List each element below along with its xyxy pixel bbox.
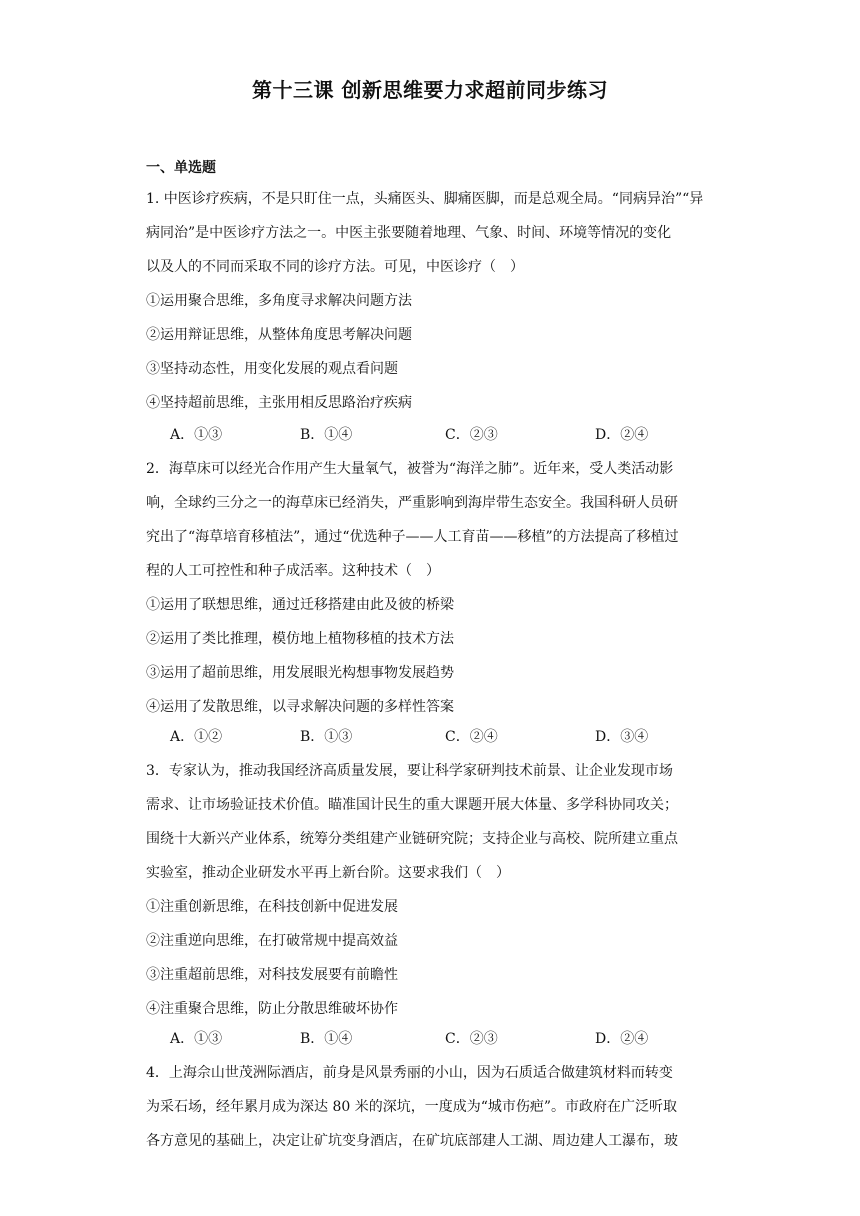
section-heading: 一、单选题	[146, 160, 216, 176]
answer-choices-2	[170, 720, 690, 754]
answer-choices-1	[170, 418, 690, 452]
choice-b: B．①④	[300, 1031, 353, 1047]
choice-d: D．③④	[595, 729, 649, 745]
choice-c: C．②④	[445, 729, 498, 745]
choice-c: C．②③	[445, 427, 498, 443]
question-4	[146, 1056, 716, 1158]
question-1	[146, 182, 716, 420]
statement-option: ②运用辩证思维，从整体角度思考解决问题	[146, 327, 412, 343]
statement-option: ①注重创新思维，在科技创新中促进发展	[146, 899, 398, 915]
question-3	[146, 754, 716, 1026]
question-2	[146, 452, 716, 724]
question-stem-line: 究出了“海草培育移植法”，通过“优选种子——人工育苗——移植”的方法提高了移植过	[146, 529, 679, 545]
question-stem-line: 为采石场，经年累月成为深达 80 米的深坑，一度成为“城市伤疤”。市政府在广泛听取	[146, 1099, 678, 1115]
question-stem-line: 病同治”是中医诊疗方法之一。中医主张要随着地理、气象、时间、环境等情况的变化	[146, 225, 672, 241]
statement-option: ④注重聚合思维，防止分散思维破坏协作	[146, 1001, 398, 1017]
page-title: 第十三课 创新思维要力求超前同步练习	[252, 78, 608, 102]
statement-option: ②注重逆向思维，在打破常规中提高效益	[146, 933, 398, 949]
statement-option: ③坚持动态性，用变化发展的观点看问题	[146, 361, 398, 377]
choice-b: B．①③	[300, 729, 353, 745]
question-stem-line: 3．专家认为，推动我国经济高质量发展，要让科学家研判技术前景、让企业发现市场	[146, 763, 673, 779]
statement-option: ①运用了联想思维，通过迁移搭建由此及彼的桥梁	[146, 597, 454, 613]
question-stem-line: 需求、让市场验证技术价值。瞄准国计民生的重大课题开展大体量、多学科协同攻关；	[146, 797, 678, 813]
question-stem-line: 各方意见的基础上，决定让矿坑变身酒店，在矿坑底部建人工湖、周边建人工瀑布，玻	[146, 1133, 678, 1149]
question-stem-line: 2．海草床可以经光合作用产生大量氧气，被誉为“海洋之肺”。近年来，受人类活动影	[146, 461, 674, 477]
statement-option: ③注重超前思维，对科技发展要有前瞻性	[146, 967, 398, 983]
choice-a: A．①②	[170, 729, 223, 745]
question-stem-line: 4．上海佘山世茂洲际酒店，前身是风景秀丽的小山，因为石质适合做建筑材料而转变	[146, 1065, 673, 1081]
choice-d: D．②④	[595, 427, 649, 443]
question-stem-line: 实验室，推动企业研发水平再上新台阶。这要求我们（ ）	[146, 865, 510, 881]
question-stem-line: 围绕十大新兴产业体系，统筹分类组建产业链研究院；支持企业与高校、院所建立重点	[146, 831, 678, 847]
question-stem-line: 响，全球约三分之一的海草床已经消失，严重影响到海岸带生态安全。我国科研人员研	[146, 495, 678, 511]
choice-a: A．①③	[170, 427, 223, 443]
choice-b: B．①④	[300, 427, 353, 443]
choice-a: A．①③	[170, 1031, 223, 1047]
question-stem-line: 以及人的不同而采取不同的诊疗方法。可见，中医诊疗（ ）	[146, 259, 524, 275]
statement-option: ④运用了发散思维，以寻求解决问题的多样性答案	[146, 699, 454, 715]
choice-d: D．②④	[595, 1031, 649, 1047]
question-stem-line: 程的人工可控性和种子成活率。这种技术（ ）	[146, 563, 440, 579]
question-stem-line: 1. 中医诊疗疾病，不是只盯住一点，头痛医头、脚痛医脚，而是总观全局。“同病异治”“异	[146, 191, 704, 207]
statement-option: ③运用了超前思维，用发展眼光构想事物发展趋势	[146, 665, 454, 681]
statement-option: ④坚持超前思维，主张用相反思路治疗疾病	[146, 395, 412, 411]
statement-option: ①运用聚合思维，多角度寻求解决问题方法	[146, 293, 412, 309]
statement-option: ②运用了类比推理，模仿地上植物移植的技术方法	[146, 631, 454, 647]
answer-choices-3	[170, 1022, 690, 1056]
choice-c: C．②③	[445, 1031, 498, 1047]
